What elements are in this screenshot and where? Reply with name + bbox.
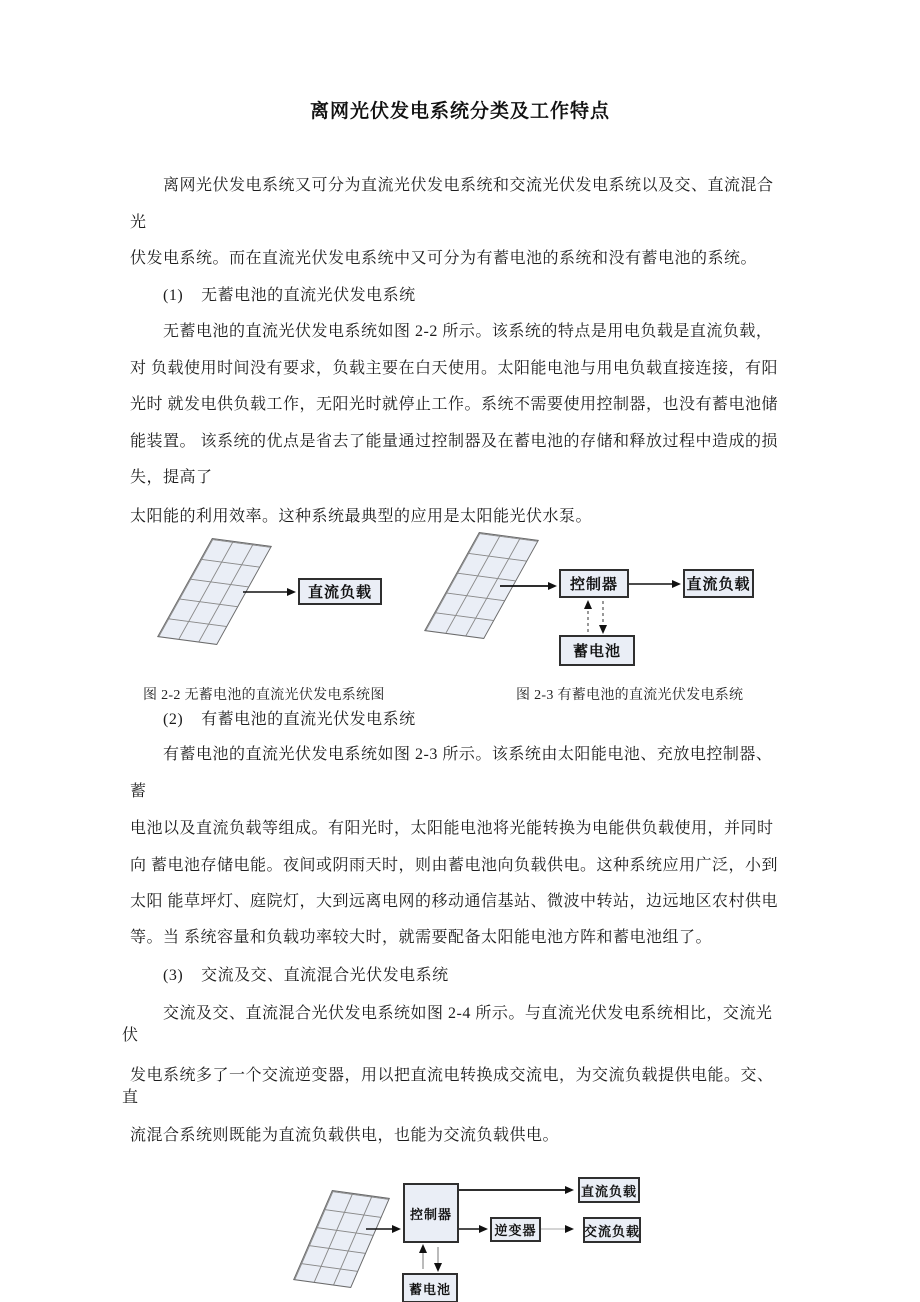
text-line: 太阳 能草坪灯、庭院灯，大到远离电网的移动通信基站、微波中转站，边远地区农村供电	[130, 893, 779, 910]
figure-2-3-caption: 图 2-3 有蓄电池的直流光伏发电系统	[516, 688, 744, 703]
text-line: 等。当 系统容量和负载功率较大时，就需要配备太阳能电池方阵和蓄电池组了。	[130, 929, 713, 946]
inverter-box: 逆变器	[490, 1217, 541, 1242]
section-heading-3: (3) 交流及交、直流混合光伏发电系统	[163, 967, 449, 984]
text-line: 太阳能的利用效率。这种系统最典型的应用是太阳能光伏水泵。	[130, 508, 593, 525]
text-line: 离网光伏发电系统又可分为直流光伏发电系统和交流光伏发电系统以及交、直流混合	[163, 177, 774, 194]
text-line: 光时 就发电供负载工作，无阳光时就停止工作。系统不需要使用控制器，也没有蓄电池储	[130, 396, 779, 413]
dc-load-box: 直流负载	[298, 578, 382, 605]
page-title: 离网光伏发电系统分类及工作特点	[309, 101, 610, 122]
controller-box: 控制器	[559, 569, 629, 598]
battery-box: 蓄电池	[559, 635, 635, 666]
solar-panel-icon	[293, 1190, 390, 1288]
text-line: 交流及交、直流混合光伏发电系统如图 2-4 所示。与直流光伏发电系统相比，交流光	[163, 1005, 773, 1022]
dc-load-box: 直流负载	[578, 1177, 640, 1203]
text-line: 电池以及直流负载等组成。有阳光时，太阳能电池将光能转换为电能供负载使用，并同时	[130, 820, 774, 837]
text-line: 对 负载使用时间没有要求，负载主要在白天使用。太阳能电池与用电负载直接连接，有阳	[130, 360, 779, 377]
dc-load-box: 直流负载	[683, 569, 754, 598]
solar-panel-icon	[157, 538, 272, 645]
text-line: 流混合系统则既能为直流负载供电，也能为交流负载供电。	[130, 1127, 560, 1144]
text-line: 光	[130, 214, 147, 231]
text-line: 伏发电系统。而在直流光伏发电系统中又可分为有蓄电池的系统和没有蓄电池的系统。	[130, 250, 758, 267]
text-line: 失，提高了	[130, 469, 213, 486]
section-heading-1: (1) 无蓄电池的直流光伏发电系统	[163, 287, 416, 304]
battery-box: 蓄电池	[402, 1273, 458, 1302]
solar-panel-icon	[424, 532, 539, 639]
text-line: 发电系统多了一个交流逆变器，用以把直流电转换成交流电，为交流负载提供电能。交、	[130, 1067, 774, 1084]
ac-load-box: 交流负载	[583, 1217, 641, 1243]
figure-2-2-caption: 图 2-2 无蓄电池的直流光伏发电系统图	[143, 688, 385, 703]
text-line: 蓄	[130, 783, 147, 800]
section-heading-2: (2) 有蓄电池的直流光伏发电系统	[163, 711, 416, 728]
text-line: 有蓄电池的直流光伏发电系统如图 2-3 所示。该系统由太阳能电池、充放电控制器、	[163, 746, 773, 763]
text-line: 能装置。 该系统的优点是省去了能量通过控制器及在蓄电池的存储和释放过程中造成的损	[130, 433, 779, 450]
text-line: 向 蓄电池存储电能。夜间或阴雨天时，则由蓄电池向负载供电。这种系统应用广泛，小到	[130, 857, 779, 874]
text-line: 无蓄电池的直流光伏发电系统如图 2-2 所示。该系统的特点是用电负载是直流负载，	[163, 323, 773, 340]
text-line: 伏	[122, 1027, 139, 1044]
controller-box: 控制器	[403, 1183, 459, 1243]
text-line: 直	[122, 1089, 139, 1106]
